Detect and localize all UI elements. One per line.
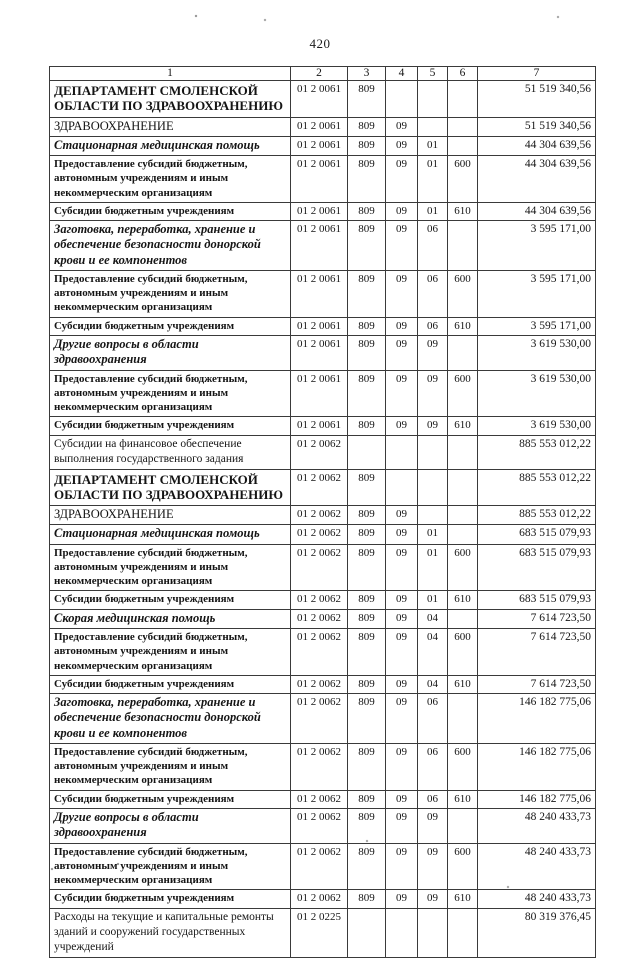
cell-code: 01 2 0062 [291,591,348,609]
cell-name: Заготовка, переработка, хранение и обеспечение безопасности донорской крови и ее компонентов [50,694,291,744]
cell-col6 [448,609,478,628]
table-row [50,370,596,417]
cell-col6: 610 [448,890,478,908]
cell-col4: 09 [386,809,418,844]
cell-col5: 01 [418,544,448,591]
cell-amount: 146 182 775,06 [478,790,596,808]
cell-col4: 09 [386,221,418,271]
cell-code: 01 2 0061 [291,81,348,118]
cell-col5: 01 [418,155,448,202]
cell-col5 [418,469,448,506]
cell-code: 01 2 0062 [291,435,348,469]
cell-col5: 06 [418,743,448,790]
cell-col6: 600 [448,843,478,890]
table-row [50,843,596,890]
cell-col5 [418,81,448,118]
cell-col3: 809 [348,525,386,544]
cell-amount: 146 182 775,06 [478,743,596,790]
cell-col3: 809 [348,81,386,118]
cell-amount: 3 595 171,00 [478,317,596,335]
cell-col6: 610 [448,591,478,609]
cell-code: 01 2 0061 [291,202,348,220]
cell-amount: 44 304 639,56 [478,155,596,202]
cell-col5: 04 [418,628,448,675]
cell-col3: 809 [348,675,386,693]
cell-col4: 09 [386,743,418,790]
cell-amount: 7 614 723,50 [478,628,596,675]
cell-col5: 06 [418,270,448,317]
cell-col3: 809 [348,591,386,609]
cell-col3: 809 [348,843,386,890]
cell-code: 01 2 0061 [291,336,348,371]
cell-col4: 09 [386,609,418,628]
cell-amount: 7 614 723,50 [478,609,596,628]
table-row [50,790,596,808]
table-row [50,469,596,506]
cell-code: 01 2 0062 [291,609,348,628]
cell-name: Субсидии бюджетным учреждениям [50,202,291,220]
cell-col4: 09 [386,790,418,808]
cell-name: Предоставление субсидий бюджетным, автономным учреждениям и иным некоммерческим организациям [50,843,291,890]
cell-col3: 809 [348,136,386,155]
cell-amount: 146 182 775,06 [478,694,596,744]
column-header: 1 [50,67,291,81]
cell-col5: 01 [418,202,448,220]
table-row [50,336,596,371]
cell-col4: 09 [386,370,418,417]
cell-col4: 09 [386,317,418,335]
page-number: 420 [309,36,331,51]
cell-col6: 600 [448,743,478,790]
cell-amount: 3 619 530,00 [478,336,596,371]
cell-col5: 09 [418,370,448,417]
cell-amount: 48 240 433,73 [478,843,596,890]
table-row [50,908,596,957]
column-header: 6 [448,67,478,81]
cell-col5: 06 [418,694,448,744]
cell-col3: 809 [348,743,386,790]
cell-col6: 600 [448,628,478,675]
cell-code: 01 2 0061 [291,155,348,202]
cell-col4: 09 [386,694,418,744]
cell-col3: 809 [348,544,386,591]
cell-name: ДЕПАРТАМЕНТ СМОЛЕНСКОЙ ОБЛАСТИ ПО ЗДРАВООХРАНЕНИЮ [50,81,291,118]
cell-col5: 09 [418,809,448,844]
cell-col6 [448,694,478,744]
cell-code: 01 2 0062 [291,743,348,790]
table-row [50,155,596,202]
cell-col4: 09 [386,506,418,525]
cell-code: 01 2 0225 [291,908,348,957]
table-row [50,628,596,675]
cell-col5: 09 [418,417,448,435]
cell-col5: 09 [418,336,448,371]
cell-amount: 44 304 639,56 [478,202,596,220]
cell-col4 [386,435,418,469]
cell-col5: 09 [418,843,448,890]
cell-name: Субсидии бюджетным учреждениям [50,890,291,908]
column-header: 5 [418,67,448,81]
cell-col6: 610 [448,417,478,435]
cell-col4: 09 [386,155,418,202]
cell-amount: 3 595 171,00 [478,270,596,317]
cell-col3: 809 [348,336,386,371]
cell-col4: 09 [386,117,418,136]
cell-col6 [448,117,478,136]
cell-code: 01 2 0061 [291,221,348,271]
budget-table-body [50,81,596,958]
cell-col6 [448,525,478,544]
cell-amount: 885 553 012,22 [478,435,596,469]
cell-name: Предоставление субсидий бюджетным, автономным учреждениям и иным некоммерческим организациям [50,544,291,591]
cell-col5 [418,506,448,525]
table-row [50,117,596,136]
cell-col4: 09 [386,417,418,435]
cell-col3: 809 [348,628,386,675]
cell-code: 01 2 0062 [291,544,348,591]
cell-code: 01 2 0061 [291,317,348,335]
table-row [50,809,596,844]
cell-col6: 610 [448,202,478,220]
cell-name: Субсидии бюджетным учреждениям [50,790,291,808]
cell-col3: 809 [348,790,386,808]
cell-col6 [448,506,478,525]
cell-code: 01 2 0062 [291,628,348,675]
cell-col4 [386,81,418,118]
table-row [50,591,596,609]
cell-name: Стационарная медицинская помощь [50,525,291,544]
cell-amount: 885 553 012,22 [478,506,596,525]
table-row [50,743,596,790]
cell-code: 01 2 0062 [291,809,348,844]
cell-col6 [448,908,478,957]
table-row [50,525,596,544]
cell-col4 [386,908,418,957]
table-row [50,506,596,525]
cell-col5: 01 [418,525,448,544]
cell-code: 01 2 0062 [291,506,348,525]
cell-col6: 610 [448,317,478,335]
cell-amount: 683 515 079,93 [478,591,596,609]
cell-col3: 809 [348,221,386,271]
cell-amount: 3 619 530,00 [478,417,596,435]
cell-code: 01 2 0062 [291,694,348,744]
cell-col6 [448,136,478,155]
cell-code: 01 2 0061 [291,270,348,317]
cell-col3: 809 [348,155,386,202]
cell-name: ЗДРАВООХРАНЕНИЕ [50,506,291,525]
table-row [50,694,596,744]
cell-col6: 600 [448,370,478,417]
table-row [50,136,596,155]
cell-name: Предоставление субсидий бюджетным, автономным учреждениям и иным некоммерческим организациям [50,743,291,790]
cell-col6 [448,221,478,271]
cell-amount: 51 519 340,56 [478,81,596,118]
table-header-row [50,67,596,81]
cell-name: Предоставление субсидий бюджетным, автономным учреждениям и иным некоммерческим организациям [50,370,291,417]
cell-col4: 09 [386,675,418,693]
cell-code: 01 2 0062 [291,843,348,890]
cell-code: 01 2 0061 [291,370,348,417]
table-row [50,544,596,591]
cell-name: Предоставление субсидий бюджетным, автономным учреждениям и иным некоммерческим организациям [50,155,291,202]
table-row [50,270,596,317]
cell-code: 01 2 0062 [291,469,348,506]
cell-col5: 06 [418,221,448,271]
table-row [50,317,596,335]
cell-col6: 600 [448,155,478,202]
cell-col3: 809 [348,609,386,628]
cell-amount: 51 519 340,56 [478,117,596,136]
cell-col3: 809 [348,270,386,317]
column-header: 7 [478,67,596,81]
cell-col4: 09 [386,843,418,890]
cell-col3: 809 [348,117,386,136]
cell-col4: 09 [386,202,418,220]
cell-col3: 809 [348,469,386,506]
cell-name: Стационарная медицинская помощь [50,136,291,155]
cell-name: Другие вопросы в области здравоохранения [50,809,291,844]
cell-col6 [448,469,478,506]
cell-name: ЗДРАВООХРАНЕНИЕ [50,117,291,136]
cell-col3 [348,435,386,469]
cell-col3 [348,908,386,957]
column-header: 2 [291,67,348,81]
table-row [50,202,596,220]
cell-name: Расходы на текущие и капитальные ремонты зданий и сооружений государственных учреждений [50,908,291,957]
cell-name: Заготовка, переработка, хранение и обеспечение безопасности донорской крови и ее компонентов [50,221,291,271]
cell-code: 01 2 0061 [291,417,348,435]
cell-col3: 809 [348,809,386,844]
table-row [50,890,596,908]
cell-amount: 683 515 079,93 [478,525,596,544]
cell-amount: 48 240 433,73 [478,890,596,908]
table-row [50,81,596,118]
cell-col3: 809 [348,317,386,335]
cell-col3: 809 [348,202,386,220]
table-row [50,221,596,271]
budget-table [49,66,596,958]
cell-col3: 809 [348,694,386,744]
cell-code: 01 2 0061 [291,136,348,155]
table-row [50,435,596,469]
cell-col5: 04 [418,675,448,693]
cell-col6: 610 [448,675,478,693]
cell-col5: 06 [418,317,448,335]
cell-name: Предоставление субсидий бюджетным, автономным учреждениям и иным некоммерческим организациям [50,628,291,675]
cell-name: Предоставление субсидий бюджетным, автономным учреждениям и иным некоммерческим организациям [50,270,291,317]
cell-col6 [448,809,478,844]
cell-col6: 600 [448,270,478,317]
cell-col3: 809 [348,417,386,435]
cell-col3: 809 [348,506,386,525]
cell-name: Субсидии бюджетным учреждениям [50,591,291,609]
cell-name: Другие вопросы в области здравоохранения [50,336,291,371]
table-row [50,417,596,435]
column-header: 4 [386,67,418,81]
cell-name: Субсидии на финансовое обеспечение выполнения государственного задания [50,435,291,469]
cell-code: 01 2 0061 [291,117,348,136]
cell-col4: 09 [386,890,418,908]
cell-col5: 04 [418,609,448,628]
table-row [50,675,596,693]
cell-col6: 600 [448,544,478,591]
cell-name: Субсидии бюджетным учреждениям [50,675,291,693]
cell-amount: 44 304 639,56 [478,136,596,155]
cell-amount: 48 240 433,73 [478,809,596,844]
cell-col4: 09 [386,525,418,544]
cell-col5 [418,908,448,957]
cell-code: 01 2 0062 [291,525,348,544]
cell-code: 01 2 0062 [291,890,348,908]
cell-amount: 80 319 376,45 [478,908,596,957]
cell-amount: 3 619 530,00 [478,370,596,417]
cell-name: Скорая медицинская помощь [50,609,291,628]
cell-amount: 683 515 079,93 [478,544,596,591]
cell-col6: 610 [448,790,478,808]
cell-col5: 01 [418,136,448,155]
cell-amount: 3 595 171,00 [478,221,596,271]
cell-col4: 09 [386,336,418,371]
cell-col3: 809 [348,370,386,417]
cell-name: ДЕПАРТАМЕНТ СМОЛЕНСКОЙ ОБЛАСТИ ПО ЗДРАВООХРАНЕНИЮ [50,469,291,506]
cell-code: 01 2 0062 [291,790,348,808]
cell-col5 [418,435,448,469]
cell-col5: 09 [418,890,448,908]
table-row [50,609,596,628]
cell-code: 01 2 0062 [291,675,348,693]
cell-col6 [448,435,478,469]
cell-amount: 885 553 012,22 [478,469,596,506]
cell-col4: 09 [386,591,418,609]
cell-name: Субсидии бюджетным учреждениям [50,317,291,335]
cell-name: Субсидии бюджетным учреждениям [50,417,291,435]
cell-col3: 809 [348,890,386,908]
cell-col5: 01 [418,591,448,609]
cell-col6 [448,81,478,118]
cell-col5: 06 [418,790,448,808]
column-header: 3 [348,67,386,81]
cell-col4: 09 [386,136,418,155]
cell-col4: 09 [386,544,418,591]
cell-col6 [448,336,478,371]
cell-col4: 09 [386,628,418,675]
cell-col5 [418,117,448,136]
cell-col4 [386,469,418,506]
cell-amount: 7 614 723,50 [478,675,596,693]
cell-col4: 09 [386,270,418,317]
